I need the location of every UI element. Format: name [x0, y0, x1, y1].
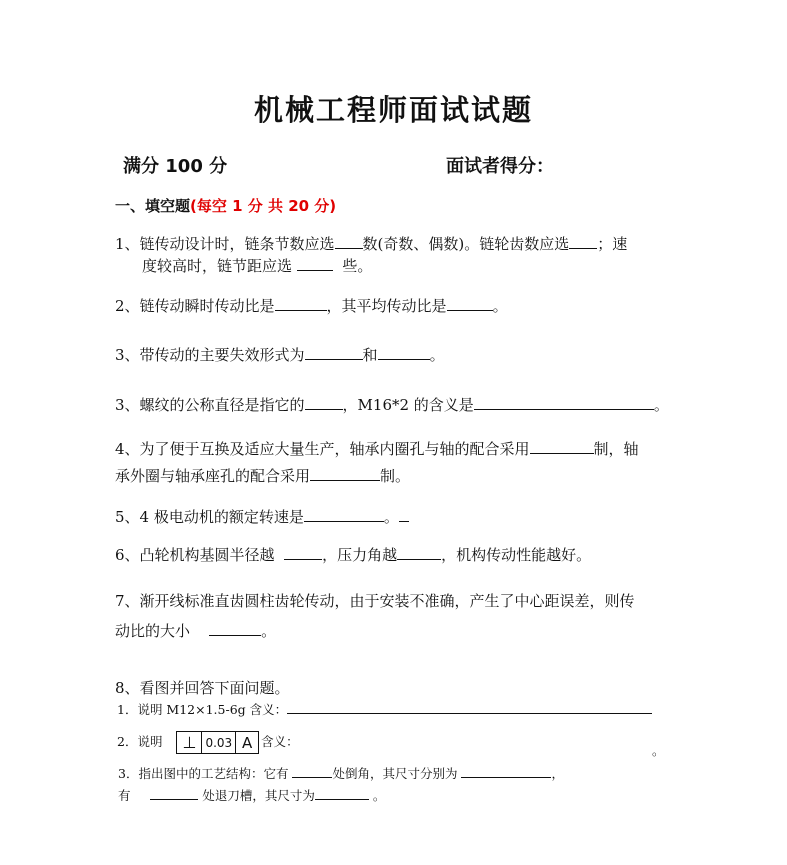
q3-text-c: 。	[429, 346, 445, 364]
q1-text-a: 1、链传动设计时，链条节数应选	[115, 235, 335, 253]
q5-text-b: 制，轴	[593, 440, 639, 458]
full-score: 满分 100 分	[123, 156, 228, 177]
blank[interactable]	[304, 507, 384, 522]
q1-text-c: ；速	[597, 235, 628, 253]
q3-text-b: 和	[362, 346, 378, 364]
blank[interactable]	[461, 765, 551, 778]
q1-text-b: 数(奇数、偶数)。链轮齿数应选	[362, 235, 570, 253]
question-4	[115, 395, 669, 415]
question-9-1	[117, 700, 652, 718]
q9-2-period: 。	[652, 743, 665, 758]
blank[interactable]	[287, 701, 652, 714]
blank[interactable]	[305, 395, 343, 410]
question-1-line-2	[142, 256, 372, 276]
blank[interactable]	[209, 621, 261, 636]
question-9-2	[117, 731, 299, 754]
section-title: 一、填空题	[115, 197, 191, 215]
question-5-line-1	[115, 439, 639, 459]
page-title: 机械工程师面试试题	[253, 93, 533, 127]
q9-3-text-c: ，	[551, 766, 564, 781]
q1-text-e: 些。	[342, 257, 373, 275]
q8-text-c: 。	[261, 622, 277, 640]
q4-text-a: 3、螺纹的公称直径是指它的	[115, 396, 305, 414]
blank[interactable]	[315, 787, 369, 800]
blank[interactable]	[292, 765, 332, 778]
q9-2-text-b: 含义：	[261, 734, 299, 749]
q6-text-b: 。	[383, 508, 399, 526]
question-1-line-1	[115, 234, 627, 254]
q7-text-c: ，机构传动性能越好。	[441, 546, 592, 564]
tolerance-frame	[176, 731, 259, 754]
q8-text-b: 动比的大小	[115, 622, 191, 640]
q9-3-text-a: 3．指出图中的工艺结构：它有	[118, 766, 289, 781]
section-heading	[115, 195, 336, 216]
q5-text-c: 承外圈与轴承座孔的配合采用	[115, 467, 311, 485]
blank[interactable]	[378, 345, 430, 360]
blank[interactable]	[305, 345, 363, 360]
blank[interactable]	[397, 545, 441, 560]
q3-text-a: 3、带传动的主要失效形式为	[115, 346, 305, 364]
q1-text-d: 度较高时，链节距应选	[142, 257, 293, 275]
blank[interactable]	[335, 234, 363, 249]
blank[interactable]	[569, 234, 597, 249]
q9-text: 8、看图并回答下面问题。	[115, 679, 290, 697]
q2-text-c: 。	[492, 297, 508, 315]
q8-text-a: 7、渐开线标准直齿圆柱齿轮传动，由于安装不准确，产生了中心距误差，则传	[115, 592, 635, 610]
question-7	[115, 545, 591, 565]
datum-label: A	[242, 733, 253, 752]
blank[interactable]	[150, 787, 198, 800]
blank[interactable]	[275, 296, 327, 311]
question-6	[115, 507, 409, 527]
question-9-4	[118, 786, 385, 804]
section-note: (每空 1 分 共 20 分)	[190, 197, 337, 215]
q4-text-c: 。	[653, 396, 669, 414]
perpendicularity-icon: ⊥	[177, 732, 202, 753]
q4-text-b: ，M16*2 的含义是	[342, 396, 474, 414]
q2-text-a: 2、链传动瞬时传动比是	[115, 297, 275, 315]
question-3	[115, 345, 445, 365]
tolerance-value: 0.03	[202, 732, 236, 753]
question-5-line-2	[115, 466, 410, 486]
q9-1-text: 1．说明 M12×1.5-6g 含义：	[117, 702, 288, 717]
q9-3-text-b: 处倒角，其尺寸分别为	[332, 766, 458, 781]
question-2	[115, 296, 508, 316]
question-8-line-1	[115, 591, 635, 611]
blank[interactable]	[474, 395, 654, 410]
question-9	[115, 678, 290, 698]
q9-2-text-a: 2．说明	[117, 734, 163, 749]
question-9-3	[118, 764, 564, 782]
q6-text-a: 5、4 极电动机的额定转速是	[115, 508, 304, 526]
q9-4-text-a: 有	[118, 788, 131, 803]
blank[interactable]	[399, 507, 409, 522]
q9-4-text-c: 。	[372, 788, 386, 803]
q5-text-d: 制。	[380, 467, 411, 485]
q2-text-b: ，其平均传动比是	[326, 297, 447, 315]
blank[interactable]	[284, 545, 322, 560]
q7-text-a: 6、凸轮机构基圆半径越	[115, 546, 275, 564]
blank[interactable]	[310, 466, 380, 481]
question-8-line-2	[115, 621, 276, 641]
q7-text-b: ，压力角越	[322, 546, 398, 564]
score-label: 面试者得分：	[446, 156, 554, 177]
q9-4-text-b: 处退刀槽，其尺寸为	[202, 788, 315, 803]
q5-text-a: 4、为了便于互换及适应大量生产，轴承内圈孔与轴的配合采用	[115, 440, 530, 458]
blank[interactable]	[297, 256, 333, 271]
blank[interactable]	[530, 439, 594, 454]
blank[interactable]	[447, 296, 493, 311]
